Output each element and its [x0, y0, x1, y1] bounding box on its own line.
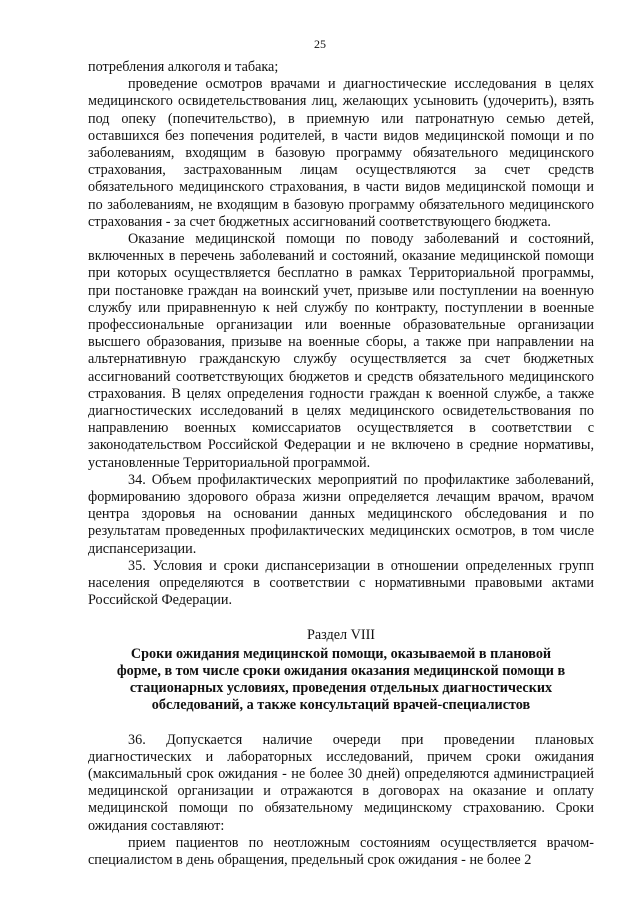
paragraph: 35. Условия и сроки диспансеризации в отношении определенных групп населения определяются в соответствии с нормативными правовыми актами Российской Федерации. — [88, 557, 594, 609]
spacer — [88, 715, 594, 732]
paragraphs-after-section — [88, 732, 594, 870]
paragraph: 36. Допускается наличие очереди при проведении плановых диагностических и лабораторных исследований, причем сроки ожидания (максимальный срок ожидания - не более 30 дней) определяются администрацией медицинской организации и отражаются в договорах на оказание и оплату медицинской помощи по обязательному медицинскому страхованию. Сроки ожидания составляют: — [88, 731, 594, 834]
paragraph: проведение осмотров врачами и диагностические исследования в целях медицинского освидетельствования лиц, желающих усыновить (удочерить), взять под опеку (попечительство), в приемную или патронатную семью детей, оставшихся без попечения родителей, в части видов медицинской помощи и по заболеваниям, входящим в базовую программу обязательного медицинского страхования, застрахованным лицам осуществляются за счет средств обязательного медицинского страхования, в части видов медицинской помощи и по заболеваниям, не входящим в базовую программу обязательного медицинского страхования - за счет бюджетных ассигнований соответствующего бюджета. — [88, 76, 594, 230]
paragraph: потребления алкоголя и табака; — [88, 59, 279, 75]
paragraph: прием пациентов по неотложным состояниям осуществляется врачом-специалистом в день обращения, предельный срок ожидания - не более 2 — [88, 834, 594, 868]
paragraph: 34. Объем профилактических мероприятий по профилактике заболеваний, формированию здорового образа жизни определяется лечащим врачом, врачом центра здоровья на основании данных медицинского обследования и по результатам проведенных профилактических медицинских осмотров, в том числе диспансеризации. — [88, 471, 594, 557]
section-title: Сроки ожидания медицинской помощи, оказываемой в плановой форме, в том числе сроки ожидания оказания медицинской помощи в стационарных условиях, проведения отдельных диагностических обследований, а также консультаций врачей-специалистов — [116, 645, 566, 714]
section-heading: Раздел VIII — [306, 626, 376, 643]
paragraphs-before-section — [88, 59, 594, 610]
page-number: 25 — [314, 37, 326, 51]
paragraph: Оказание медицинской помощи по поводу заболеваний и состояний, включенных в перечень заболеваний и состояний, оказание медицинской помощи при которых осуществляется бесплатно в рамках Территориальной программы, при постановке граждан на воинский учет, призыве или поступлении на военную службу или приравненную к ней службу по контракту, поступлении в военные профессиональные организации или военные образовательные организации высшего образования, призыве на военные сборы, а также при направлении на альтернативную гражданскую службу осуществляется за счет бюджетных ассигнований соответствующих бюджетов и средств обязательного медицинского страхования. В целях определения годности граждан к военной службе, а также диагностических исследований в целях медицинского освидетельствования по направлению военных комиссариатов осуществляется в соответствии с законодательством Российской Федерации и не включено в средние нормативы, установленные Территориальной программой. — [88, 231, 594, 471]
document-body — [88, 59, 594, 869]
